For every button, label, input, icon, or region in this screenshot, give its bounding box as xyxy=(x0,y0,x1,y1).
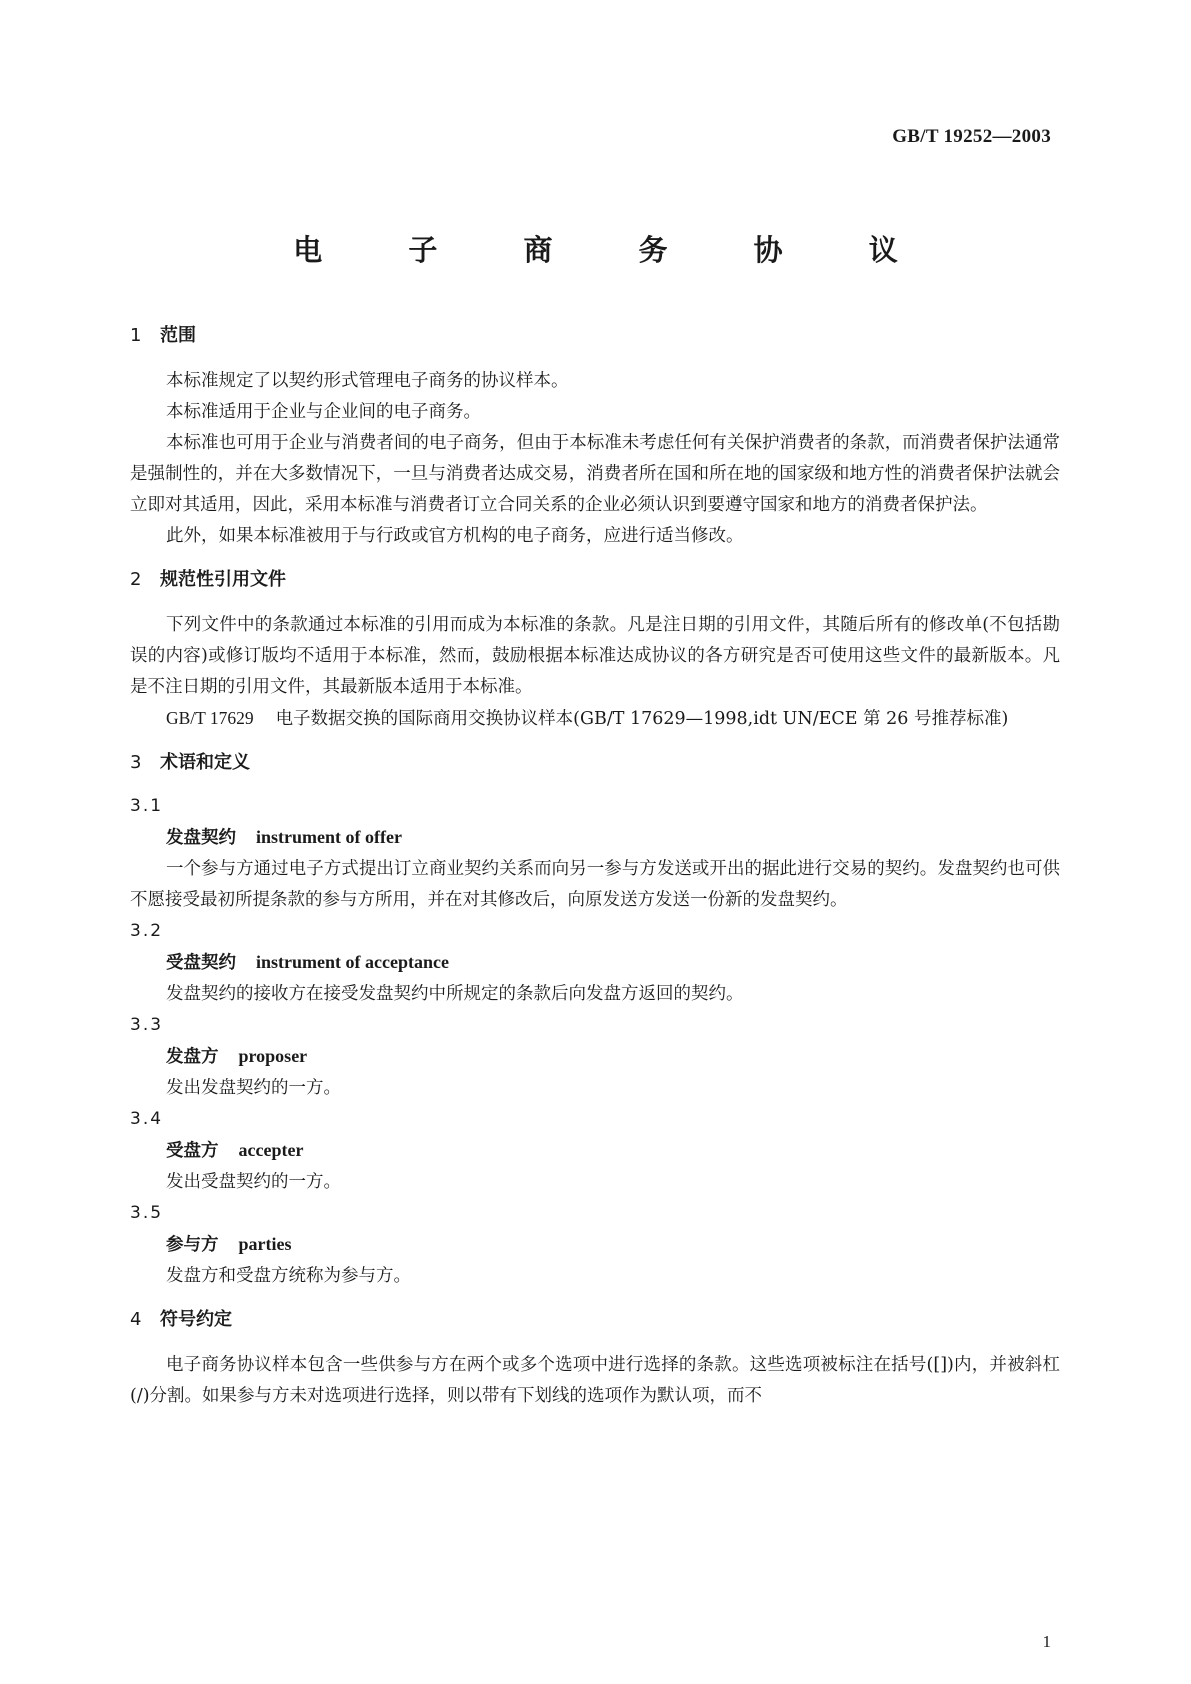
paragraph: 本标准也可用于企业与消费者间的电子商务，但由于本标准未考虑任何有关保护消费者的条款，而消费者保护法通常是强制性的，并在大多数情况下，一旦与消费者达成交易，消费者所在国和所在地的国家级和地方性的消费者保护法就会立即对其适用，因此，采用本标准与消费者订立合同关系的企业必须认识到要遵守国家和地方的消费者保护法。 xyxy=(130,433,1060,515)
section-3-heading xyxy=(130,753,1060,773)
paragraph: 电子商务协议样本包含一些供参与方在两个或多个选项中进行选择的条款。这些选项被标注在括号([])内，并被斜杠(/)分割。如果参与方未对选项进行选择，则以带有下划线的选项作为默认项，而不 xyxy=(130,1355,1060,1406)
term-definition: 一个参与方通过电子方式提出订立商业契约关系而向另一参与方发送或开出的据此进行交易的契约。发盘契约也可供不愿接受最初所提条款的参与方所用，并在对其修改后，向原发送方发送一份新的发盘契约。 xyxy=(130,859,1060,910)
section-title: 符号约定 xyxy=(160,1309,232,1330)
term-definition: 发盘方和受盘方统称为参与方。 xyxy=(166,1266,411,1286)
page-number: 1 xyxy=(1042,1632,1051,1651)
section-title: 术语和定义 xyxy=(160,752,250,773)
term-number: 3.5 xyxy=(130,1203,164,1223)
term-entry xyxy=(130,1104,1060,1198)
term-english: proposer xyxy=(238,1046,308,1066)
term-definition: 发出发盘契约的一方。 xyxy=(166,1078,341,1098)
term-heading xyxy=(130,1135,1060,1167)
term-chinese: 受盘方 xyxy=(166,1141,219,1161)
paragraph: 下列文件中的条款通过本标准的引用而成为本标准的条款。凡是注日期的引用文件，其随后所有的修改单(不包括勘误的内容)或修订版均不适用于本标准，然而，鼓励根据本标准达成协议的各方研究是否可使用这些文件的最新版本。凡是不注日期的引用文件，其最新版本适用于本标准。 xyxy=(130,615,1060,697)
reference-code: GB/T 17629 xyxy=(166,708,254,728)
term-chinese: 受盘契约 xyxy=(166,953,236,973)
section-title: 范围 xyxy=(160,325,196,346)
paragraph: 此外，如果本标准被用于与行政或官方机构的电子商务，应进行适当修改。 xyxy=(166,526,744,546)
term-heading xyxy=(130,822,1060,854)
term-english: accepter xyxy=(238,1140,304,1160)
term-entry xyxy=(130,1010,1060,1104)
section-number: 1 xyxy=(130,325,142,346)
document-body xyxy=(130,326,1060,1412)
term-number: 3.1 xyxy=(130,796,164,816)
normative-reference xyxy=(130,703,1060,735)
term-english: instrument of acceptance xyxy=(256,952,449,972)
standard-code: GB/T 19252—2003 xyxy=(892,126,1051,147)
paragraph: 本标准适用于企业与企业间的电子商务。 xyxy=(166,402,481,422)
section-number: 3 xyxy=(130,752,142,773)
paragraph: 本标准规定了以契约形式管理电子商务的协议样本。 xyxy=(166,371,569,391)
term-number: 3.3 xyxy=(130,1015,164,1035)
term-entry xyxy=(130,791,1060,916)
reference-text: 电子数据交换的国际商用交换协议样本(GB/T 17629—1998,idt UN/ECE 第 26 号推荐标准) xyxy=(275,709,1009,729)
term-number: 3.4 xyxy=(130,1109,164,1129)
term-heading xyxy=(130,1041,1060,1073)
section-4-heading xyxy=(130,1310,1060,1330)
term-heading xyxy=(130,947,1060,979)
term-entry xyxy=(130,916,1060,1010)
term-chinese: 发盘契约 xyxy=(166,828,236,848)
term-number: 3.2 xyxy=(130,921,164,941)
term-entry xyxy=(130,1198,1060,1292)
term-english: instrument of offer xyxy=(256,827,402,847)
document-title: 电 子 商 务 协 议 xyxy=(293,233,936,267)
term-definition: 发出受盘契约的一方。 xyxy=(166,1172,341,1192)
term-chinese: 发盘方 xyxy=(166,1047,219,1067)
section-2-heading xyxy=(130,570,1060,590)
term-chinese: 参与方 xyxy=(166,1235,219,1255)
term-definition: 发盘契约的接收方在接受发盘契约中所规定的条款后向发盘方返回的契约。 xyxy=(166,984,744,1004)
term-english: parties xyxy=(238,1234,292,1254)
section-number: 4 xyxy=(130,1309,142,1330)
section-number: 2 xyxy=(130,569,142,590)
section-title: 规范性引用文件 xyxy=(160,569,286,590)
term-heading xyxy=(130,1229,1060,1261)
section-1-heading xyxy=(130,326,1060,346)
